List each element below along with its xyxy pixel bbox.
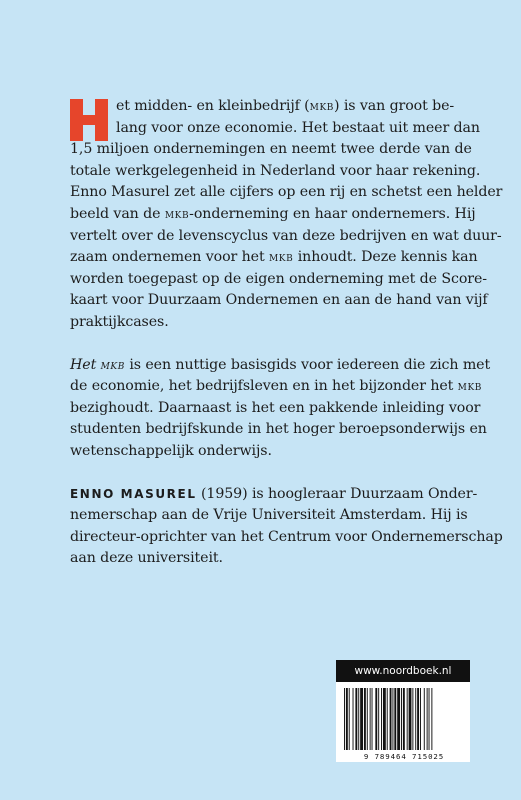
barcode-bar xyxy=(417,688,419,750)
isbn-number: 9 789464 715025 xyxy=(363,752,445,761)
barcode-bar xyxy=(375,688,377,750)
barcode-bar xyxy=(360,688,363,750)
barcode-bar xyxy=(392,688,393,750)
barcode-bar xyxy=(353,688,354,750)
intro-line: worden toegepast op de eigen onderneming met de Score- xyxy=(70,270,487,287)
barcode-bar xyxy=(390,688,392,750)
author-name: ENNO MASUREL xyxy=(70,486,197,501)
barcode xyxy=(336,682,470,762)
dropcap-letter: H xyxy=(70,99,108,137)
intro-line: Enno Masurel zet alle cijfers op een rij en schetst een helder xyxy=(70,184,503,201)
barcode-bar xyxy=(367,688,368,750)
intro-line: vertelt over de levenscyclus van deze bedrijven en wat duur- xyxy=(70,227,502,244)
intro-line: beeld van de mkb-onderneming en haar ondernemers. Hij xyxy=(70,205,476,222)
barcode-bars xyxy=(344,688,462,750)
barcode-bar xyxy=(394,688,396,750)
barcode-bar xyxy=(407,688,408,750)
barcode-bar xyxy=(344,688,345,750)
barcode-bar xyxy=(415,688,416,750)
intro-line: kaart voor Duurzaam Ondernemen en aan de hand van vijf xyxy=(70,292,488,309)
barcode-bar xyxy=(349,688,350,750)
intro-line: 1,5 miljoen ondernemingen en neemt twee derde van de xyxy=(70,141,472,158)
barcode-bar xyxy=(346,688,348,750)
audience-line: de economie, het bedrijfsleven en in het bijzonder het mkb xyxy=(70,378,483,395)
book-title: Het mkb xyxy=(70,356,125,373)
barcode-bar xyxy=(424,688,425,750)
publisher-url: www.noordboek.nl xyxy=(336,660,470,682)
barcode-bar xyxy=(397,688,400,750)
intro-line: lang voor onze economie. Het bestaat uit meer dan xyxy=(116,119,480,136)
author-line: directeur-oprichter van het Centrum voor Ondernemerschap xyxy=(70,528,503,545)
intro-paragraph xyxy=(70,96,503,334)
intro-line: et midden- en kleinbedrijf (mkb) is van groot be- xyxy=(116,98,455,114)
intro-line: totale werkgelegenheid in Nederland voor haar rekening. xyxy=(70,162,481,179)
barcode-bar xyxy=(358,688,359,750)
barcode-bar xyxy=(431,688,432,750)
barcode-bar xyxy=(383,688,386,750)
barcode-bar xyxy=(412,688,413,750)
barcode-bar xyxy=(370,688,371,750)
intro-line: praktijkcases. xyxy=(70,313,169,330)
author-line: ENNO MASUREL (1959) is hoogleraar Duurzaam Onder- xyxy=(70,485,478,502)
barcode-bar xyxy=(427,688,428,750)
barcode-bar xyxy=(355,688,357,750)
body-text xyxy=(70,96,503,570)
barcode-bar xyxy=(372,688,373,750)
audience-line: wetenschappelijk onderwijs. xyxy=(70,442,272,459)
barcode-bar xyxy=(429,688,430,750)
barcode-bar xyxy=(381,688,382,750)
barcode-bar xyxy=(364,688,366,750)
isbn-barcode-block xyxy=(336,660,470,762)
audience-line: bezighoudt. Daarnaast is het een pakkende inleiding voor xyxy=(70,399,481,416)
author-paragraph xyxy=(70,484,503,570)
barcode-bar xyxy=(403,688,405,750)
barcode-bar xyxy=(420,688,421,750)
barcode-bar xyxy=(387,688,388,750)
audience-paragraph xyxy=(70,355,491,463)
author-line: aan deze universiteit. xyxy=(70,550,223,567)
author-line: nemerschap aan de Vrije Universiteit Amsterdam. Hij is xyxy=(70,507,468,524)
audience-line: studenten bedrijfskunde in het hoger beroepsonderwijs en xyxy=(70,421,487,438)
barcode-bar xyxy=(409,688,412,750)
barcode-bar xyxy=(401,688,402,750)
barcode-bar xyxy=(378,688,379,750)
intro-line: zaam ondernemen voor het mkb inhoudt. Deze kennis kan xyxy=(70,249,478,266)
audience-line: Het mkb is een nuttige basisgids voor iedereen die zich met xyxy=(70,356,491,373)
